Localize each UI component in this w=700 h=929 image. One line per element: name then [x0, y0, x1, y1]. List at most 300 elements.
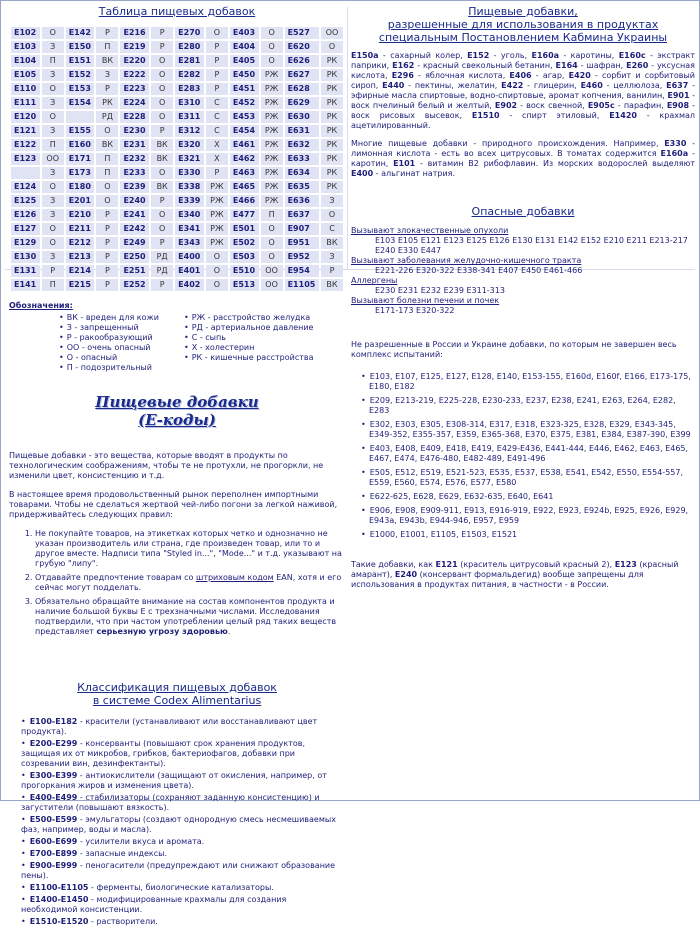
code-cell: E151	[66, 55, 95, 67]
classification-list	[21, 717, 345, 927]
classification-item	[21, 895, 345, 915]
code-cell: E280	[175, 41, 204, 53]
legend-col-2	[184, 312, 314, 373]
code-cell: E223	[120, 83, 149, 95]
table-row	[11, 111, 343, 123]
additives-table	[9, 25, 345, 293]
effect-cell: З	[42, 41, 64, 53]
table-row	[11, 167, 343, 179]
not-resolved-list	[369, 372, 695, 540]
effect-cell: О	[206, 279, 228, 291]
e-code: E637	[666, 80, 689, 90]
code-cell: E631	[285, 125, 319, 137]
text-fragment: - крахмал ацетилированный.	[351, 110, 696, 130]
code-cell: E503	[230, 251, 259, 263]
code-cell: E215	[66, 279, 95, 291]
code-cell: E311	[175, 111, 204, 123]
effect-cell: ВК	[321, 237, 343, 249]
effect-cell: О	[261, 55, 283, 67]
code-cell	[11, 167, 40, 179]
effect-cell: РК	[321, 181, 343, 193]
code-cell: E907	[285, 223, 319, 235]
legend-item: • Х - холестерин	[184, 343, 309, 353]
classification-item	[21, 849, 345, 859]
effect-cell: РК	[321, 55, 343, 67]
classification-text: - усилители вкуса и аромата.	[77, 837, 205, 847]
code-cell: E239	[120, 181, 149, 193]
effect-cell: О	[96, 181, 118, 193]
text-fragment: - экстракт паприки,	[351, 50, 696, 70]
code-cell: E173	[66, 167, 95, 179]
effect-cell: РЖ	[206, 237, 228, 249]
text-fragment: - яблочная кислота,	[413, 70, 510, 80]
legend-item: • О - опасный	[59, 353, 184, 363]
classification-text: - антиокислители (защищают от окисления, например, от прогоркания жиров и изменения цвета).	[21, 771, 327, 791]
code-cell: E404	[230, 41, 259, 53]
effect-cell: РК	[321, 125, 343, 137]
effect-cell: ОО	[261, 265, 283, 277]
effect-cell: З	[42, 97, 64, 109]
classification-code: E500-E599	[29, 815, 78, 825]
table-row	[11, 97, 343, 109]
code-cell: E339	[175, 195, 204, 207]
text-fragment: - эфирные масла спиртовые, водно-спиртовые, аромат копчения, ванилин,	[351, 80, 695, 100]
effect-cell: Р	[206, 41, 228, 53]
effect-cell: С	[321, 223, 343, 235]
effect-cell: О	[42, 111, 64, 123]
code-cell: E201	[66, 195, 95, 207]
column-divider	[347, 7, 348, 269]
effect-cell: Р	[151, 41, 173, 53]
intro-paragraph-2: В настоящее время продовольственный рынок переполнен импортными товарами. Чтобы не сделаться жертвой чей-либо погони за легкой наживой, придерживайтесь следующих правил:	[9, 489, 338, 519]
effect-cell: О	[321, 209, 343, 221]
code-cell: E126	[11, 209, 40, 221]
e-code: E406	[509, 70, 532, 80]
classification-item	[21, 793, 345, 813]
table-row	[11, 251, 343, 263]
text-fragment: - глицерин,	[523, 80, 581, 90]
allowed-title-line-2: разрешенные для использования в продуктах	[387, 18, 659, 32]
effect-cell: РЖ	[261, 97, 283, 109]
classification-code: E300-E399	[29, 771, 78, 781]
text-fragment: - уголь,	[489, 50, 532, 60]
code-cell: E111	[11, 97, 40, 109]
effect-cell: ВК	[321, 279, 343, 291]
classification-title-line-1: Классификация пищевых добавок	[77, 680, 277, 694]
code-cell: E153	[66, 83, 95, 95]
classification-item	[21, 815, 345, 835]
text-fragment: - воск рисовых высевок,	[351, 100, 695, 120]
code-cell: E312	[175, 125, 204, 137]
e-code: E440	[382, 80, 405, 90]
e-code: E150a	[351, 50, 379, 60]
effect-cell: З	[96, 69, 118, 81]
table-title: Таблица пищевых добавок	[98, 5, 256, 18]
classification-item	[21, 739, 345, 769]
code-cell: E620	[285, 41, 319, 53]
code-cell: E632	[285, 139, 319, 151]
table-row	[11, 139, 343, 151]
effect-cell: Х	[206, 139, 228, 151]
text-fragment: - пектины, желатин,	[404, 80, 502, 90]
effect-cell: О	[42, 181, 64, 193]
classification-text: - запасные индексы.	[77, 849, 168, 859]
classification-code: E200-E299	[29, 739, 78, 749]
code-cell: E233	[120, 167, 149, 179]
text-fragment: (красный амарант),	[351, 560, 679, 580]
main-heading-line-1: Пищевые добавки	[95, 392, 259, 411]
effect-cell: РК	[321, 153, 343, 165]
code-cell: E120	[11, 111, 40, 123]
effect-cell: ВК	[96, 139, 118, 151]
effect-cell: О	[261, 251, 283, 263]
effect-cell: О	[151, 167, 173, 179]
right-column	[351, 5, 695, 590]
effect-cell: РД	[151, 251, 173, 263]
code-cell: E150	[66, 41, 95, 53]
effect-cell: РК	[321, 167, 343, 179]
code-cell: E125	[11, 195, 40, 207]
text-fragment: - красный свекольный бетанин,	[414, 60, 556, 70]
main-heading-line-2: (Е-коды)	[138, 410, 216, 429]
e-code: E460	[580, 80, 603, 90]
code-cell: E214	[66, 265, 95, 277]
classification-item	[21, 837, 345, 847]
classification-item	[21, 861, 345, 881]
code-cell: E320	[175, 139, 204, 151]
code-cell: E242	[120, 223, 149, 235]
classification-text: - красители (устанавливают или восстанавливают цвет продукта).	[21, 717, 318, 737]
not-resolved-item: • E906, E908, E909-911, E913, E916-919, E922, E923, E924b, E925, E926, E929, E943a, E943b, E944-946, E957, E959	[369, 506, 695, 526]
code-cell: E513	[230, 279, 259, 291]
table-row	[11, 125, 343, 137]
effect-cell: Р	[206, 83, 228, 95]
effect-cell: Р	[96, 251, 118, 263]
e-code: E160a	[660, 148, 689, 158]
legend-item: • П - подозрительный	[59, 363, 184, 373]
code-cell: E102	[11, 27, 40, 39]
effect-cell: О	[151, 69, 173, 81]
code-cell: E154	[66, 97, 95, 109]
code-cell: E211	[66, 223, 95, 235]
effect-cell: РЖ	[206, 195, 228, 207]
effect-cell: ВК	[151, 153, 173, 165]
effect-cell: О	[42, 27, 64, 39]
effect-cell: РЖ	[261, 69, 283, 81]
text-fragment: - шафран,	[577, 60, 627, 70]
e-code: E400	[351, 168, 374, 178]
code-cell: E110	[11, 83, 40, 95]
table-row	[11, 55, 343, 67]
effect-cell: О	[206, 265, 228, 277]
effect-cell: Р	[96, 279, 118, 291]
e-code: E908	[666, 100, 690, 110]
code-cell: E216	[120, 27, 149, 39]
code-cell: E635	[285, 181, 319, 193]
code-cell: E954	[285, 265, 319, 277]
legend-item: • РЖ - расстройство желудка	[184, 313, 309, 323]
effect-cell: О	[42, 237, 64, 249]
effect-cell: О	[261, 27, 283, 39]
effect-cell: РЖ	[261, 181, 283, 193]
effect-cell: РД	[96, 111, 118, 123]
code-cell: E628	[285, 83, 319, 95]
e-code: E260	[626, 60, 649, 70]
code-cell: E951	[285, 237, 319, 249]
effect-cell: О	[151, 97, 173, 109]
e-code: E240	[394, 570, 418, 580]
code-cell: E228	[120, 111, 149, 123]
e-code: E160c	[618, 50, 646, 60]
legend	[9, 301, 345, 373]
main-heading	[9, 393, 345, 429]
text-fragment: Многие пищевые добавки - природного происхождения. Например,	[351, 138, 665, 148]
effect-cell: О	[42, 223, 64, 235]
code-cell: E281	[175, 55, 204, 67]
effect-cell: РК	[321, 111, 343, 123]
effect-cell: РК	[321, 83, 343, 95]
effect-cell: РЖ	[206, 181, 228, 193]
danger-heading: Вызывают заболевания желудочно-кишечного тракта	[351, 256, 582, 266]
code-cell: E405	[230, 55, 259, 67]
code-cell: E105	[11, 69, 40, 81]
code-cell: E240	[120, 195, 149, 207]
code-cell: E231	[120, 139, 149, 151]
effect-cell: Р	[151, 125, 173, 137]
classification-text: - консерванты (повышают срок хранения продуктов, защищая их от микробов, грибков, бактериофагов, добавки при созревании вин, дезинфектанты).	[21, 739, 306, 769]
rule-emphasis: серьезную угрозу здоровью	[96, 626, 228, 636]
e-code: E296	[391, 70, 414, 80]
effect-cell: Р	[151, 27, 173, 39]
code-cell: E341	[175, 223, 204, 235]
rule-item	[35, 597, 345, 637]
text-fragment: - целлюлоза,	[602, 80, 667, 90]
effect-cell: РЖ	[261, 139, 283, 151]
danger-heading: Вызывают болезни печени и почек	[351, 296, 500, 306]
text-fragment: - уксусная кислота,	[351, 60, 695, 80]
effect-cell: С	[206, 97, 228, 109]
not-resolved-item: • E209, E213-219, E225-228, E230-233, E237, E238, E241, E263, E264, E282, E283	[369, 396, 695, 416]
effect-cell: Р	[42, 265, 64, 277]
text-fragment: (консервант формальдегид) вообще запрещены для использования в продуктах питания, в частности - в России.	[351, 570, 644, 590]
classification-item	[21, 717, 345, 737]
danger-codes: E230 E231 E232 E239 E311-313	[375, 286, 505, 296]
code-cell: E141	[11, 279, 40, 291]
text-fragment: Такие добавки, как	[351, 560, 436, 570]
classification-item	[21, 883, 345, 893]
code-cell: E510	[230, 265, 259, 277]
not-resolved-item: • E622-625, E628, E629, E632-635, E640, E641	[369, 492, 695, 502]
e-code: E101	[393, 158, 416, 168]
effect-cell: РЖ	[261, 167, 283, 179]
text-fragment: - альгинат натрия.	[373, 168, 456, 178]
e-code: E901	[667, 90, 690, 100]
effect-cell: П	[96, 167, 118, 179]
effect-cell: С	[206, 111, 228, 123]
effect-cell: З	[42, 195, 64, 207]
table-row	[11, 153, 343, 165]
text-fragment: - сахарный колер,	[378, 50, 468, 60]
classification-text: - модифицированные крахмалы для создания необходимой консистенции.	[21, 895, 287, 915]
table-row	[11, 279, 343, 291]
not-resolved-item: • E403, E408, E409, E418, E419, E429-E436, E441-444, E446, E462, E463, E465, E467, E474, E476-480, E482-489, E491-496	[369, 444, 695, 464]
code-cell: E462	[230, 153, 259, 165]
effect-cell: О	[261, 223, 283, 235]
effect-cell: Р	[96, 27, 118, 39]
barcode-link[interactable]: штриховым кодом	[196, 572, 274, 582]
effect-cell: П	[42, 279, 64, 291]
code-cell: E241	[120, 209, 149, 221]
rule-text: .	[227, 626, 231, 636]
code-cell: E402	[175, 279, 204, 291]
effect-cell: РЖ	[261, 153, 283, 165]
effect-cell: О	[151, 223, 173, 235]
effect-cell: РЖ	[261, 111, 283, 123]
effect-cell: З	[42, 209, 64, 221]
legend-item: • З - запрещенный	[59, 323, 184, 333]
code-cell: E636	[285, 195, 319, 207]
code-cell: E171	[66, 153, 95, 165]
classification-code: E900-E999	[29, 861, 78, 871]
danger-codes: E221-226 E320-322 E338-341 E407 E450 E461-466	[375, 266, 583, 276]
classification-text: - ферменты, биологические катализаторы.	[88, 883, 274, 893]
effect-cell: О	[151, 111, 173, 123]
effect-cell: О	[261, 41, 283, 53]
code-cell	[66, 111, 95, 123]
effect-cell: Р	[151, 279, 173, 291]
code-cell: E451	[230, 83, 259, 95]
e-code: E123	[614, 560, 637, 570]
code-cell: E155	[66, 125, 95, 137]
legend-item: • Р - ракообразующий	[59, 333, 184, 343]
code-cell: E129	[11, 237, 40, 249]
effect-cell: Р	[206, 69, 228, 81]
e-code: E152	[467, 50, 490, 60]
code-cell: E104	[11, 55, 40, 67]
code-cell: E213	[66, 251, 95, 263]
code-cell: E330	[175, 167, 204, 179]
intro-paragraph-1: Пищевые добавки - это вещества, которые вводят в продукты по технологическим соображениям, чтобы те не протухли, не прогоркли, не изменили цвет, консистенцию и т.д.	[9, 450, 324, 480]
code-cell: E103	[11, 41, 40, 53]
left-column	[9, 5, 345, 929]
table-row	[11, 181, 343, 193]
not-resolved-item: • E103, E107, E125, E127, E128, E140, E153-155, E160d, E160f, E166, E173-175, E180, E182	[369, 372, 695, 392]
effect-cell: О	[151, 55, 173, 67]
effect-cell: З	[42, 125, 64, 137]
allowed-title-line-3: специальным Постановлением Кабмина Украины	[378, 31, 668, 45]
legend-item: • С - сыпь	[184, 333, 309, 343]
effect-cell: ВК	[151, 139, 173, 151]
effect-cell: П	[42, 55, 64, 67]
text-fragment: - спирт этиловый,	[499, 110, 610, 120]
text-fragment: - парафин,	[614, 100, 667, 110]
classification-code: E600-E699	[29, 837, 78, 847]
effect-cell: РЖ	[261, 83, 283, 95]
effect-cell: РЖ	[206, 223, 228, 235]
legend-item: • ВК - вреден для кожи	[59, 313, 184, 323]
effect-cell: Р	[321, 265, 343, 277]
effect-cell: Р	[96, 209, 118, 221]
effect-cell: ОО	[321, 27, 343, 39]
code-cell: E127	[11, 223, 40, 235]
allowed-title	[351, 5, 695, 45]
effect-cell: О	[206, 27, 228, 39]
code-cell: E633	[285, 153, 319, 165]
classification-item	[21, 917, 345, 927]
classification-code: E1400-E1450	[29, 895, 89, 905]
code-cell: E123	[11, 153, 40, 165]
code-cell: E232	[120, 153, 149, 165]
classification-code: E700-E899	[29, 849, 78, 859]
rule-text: Обязательно обращайте внимание на состав компонентов продукта и наличие большой буквы Е с трехзначными числами. Исследования подтвердили, что при частом употреблении целый ряд таких веществ представляет	[35, 596, 337, 636]
e-code: E330	[664, 138, 687, 148]
danger-codes: E103 E105 E121 E123 E125 E126 E130 E131 E142 E152 E210 E211 E213-217 E240 E330 E447	[375, 236, 688, 256]
effect-cell: ОО	[261, 279, 283, 291]
effect-cell: З	[321, 195, 343, 207]
code-cell: E634	[285, 167, 319, 179]
not-resolved-item: • E302, E303, E305, E308-314, E317, E318, E323-325, E328, E329, E343-345, E349-352, E355-357, E359, E365-368, E370, E375, E381, E384, E387-390, E399	[369, 420, 695, 440]
code-cell: E130	[11, 251, 40, 263]
classification-item	[21, 771, 345, 791]
classification-text: - стабилизаторы (сохраняют заданную консистенцию) и загустители (повышают вязкость).	[21, 793, 320, 813]
code-cell: E463	[230, 167, 259, 179]
effect-cell: Р	[96, 223, 118, 235]
e-code: E905c	[587, 100, 615, 110]
table-row	[11, 69, 343, 81]
not-resolved-item: • E1000, E1001, E1105, E1503, E1521	[369, 530, 695, 540]
effect-cell: РЖ	[261, 125, 283, 137]
classification-text: - эмульгаторы (создают однородную смесь несмешиваемых фаз, например, воды и масла).	[21, 815, 336, 835]
code-cell: E477	[230, 209, 259, 221]
code-cell: E527	[285, 27, 319, 39]
effect-cell: РД	[151, 265, 173, 277]
e-code: E162	[392, 60, 415, 70]
effect-cell: Р	[206, 167, 228, 179]
code-cell: E212	[66, 237, 95, 249]
table-row	[11, 265, 343, 277]
code-cell: E465	[230, 181, 259, 193]
effect-cell: З	[42, 167, 64, 179]
code-cell: E160	[66, 139, 95, 151]
effect-cell: П	[42, 139, 64, 151]
effect-cell: ВК	[151, 181, 173, 193]
classification-text: - пеногасители (предупреждают или снижают образование пены).	[21, 861, 336, 881]
e-code: E902	[494, 100, 518, 110]
rule-text: Отдавайте предпочтение товарам со	[35, 572, 196, 582]
effect-cell: ВК	[96, 55, 118, 67]
code-cell: E461	[230, 139, 259, 151]
effect-cell: О	[321, 41, 343, 53]
code-cell: E131	[11, 265, 40, 277]
effect-cell: О	[151, 209, 173, 221]
effect-cell: Р	[96, 237, 118, 249]
rule-text: EAN, хотя и его сейчас могут подделать.	[35, 572, 342, 592]
e-code: E1510	[471, 110, 500, 120]
code-cell: E121	[11, 125, 40, 137]
e-code: E160a	[531, 50, 560, 60]
code-cell: E453	[230, 111, 259, 123]
code-cell: E501	[230, 223, 259, 235]
effect-cell: РЖ	[206, 209, 228, 221]
e-code: E1420	[609, 110, 637, 120]
code-cell: E251	[120, 265, 149, 277]
classification-code: E1100-E1105	[29, 883, 89, 893]
code-cell: E282	[175, 69, 204, 81]
code-cell: E629	[285, 97, 319, 109]
code-cell: E952	[285, 251, 319, 263]
effect-cell: РЖ	[261, 195, 283, 207]
code-cell: E210	[66, 209, 95, 221]
